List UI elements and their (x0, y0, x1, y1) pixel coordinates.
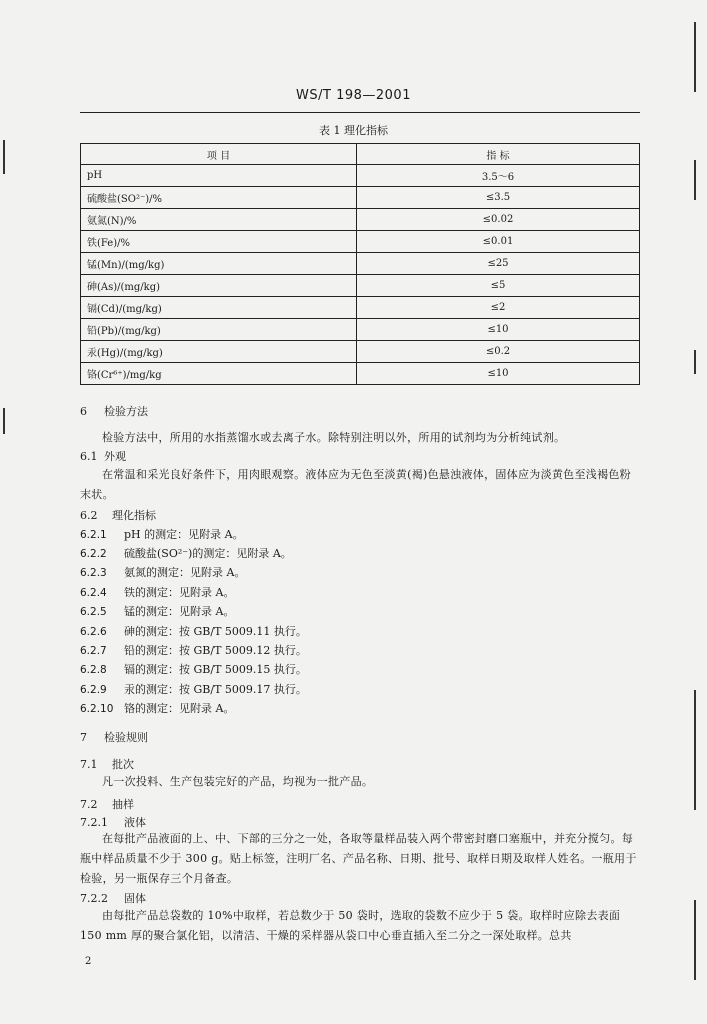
page-number: 2 (85, 956, 92, 967)
section-6-1-text: 在常温和采光良好条件下，用肉眼观察。液体应为无色至淡黄(褐)色悬浊液体，固体应为淡黄色至浅褐色粉末状。 (80, 468, 631, 501)
method-item (80, 584, 234, 600)
section-6-2-heading (80, 507, 156, 523)
item-text: 铅的测定：按 GB/T 5009.12 执行。 (124, 644, 307, 657)
row-item: 锰(Mn)/(mg/kg) (81, 253, 357, 275)
scan-edge-mark (3, 140, 5, 174)
item-text: 锰的测定：见附录 A。 (124, 605, 235, 618)
item-number: 6.2.3 (80, 567, 107, 579)
section-6-intro: 检验方法中，所用的水指蒸馏水或去离子水。除特别注明以外，所用的试剂均为分析纯试剂。 (102, 431, 566, 444)
row-item: 铅(Pb)/(mg/kg) (81, 319, 357, 341)
item-text: 砷的测定：按 GB/T 5009.11 执行。 (124, 625, 307, 638)
section-number: 7.2 (80, 798, 98, 811)
row-value: ≤0.2 (357, 341, 640, 363)
row-item: 铬(Cr⁶⁺)/mg/kg (81, 363, 357, 385)
table-row (81, 165, 640, 187)
section-7-1-text: 凡一次投料、生产包装完好的产品，均视为一批产品。 (102, 775, 374, 788)
scan-edge-mark (694, 22, 696, 92)
section-number: 6.1 (80, 450, 98, 463)
section-7-2-2-text: 由每批产品总袋数的 10%中取样，若总数少于 50 袋时，选取的袋数不应少于 5 袋。取样时应除去表面 150 mm 厚的聚合氯化铝，以清洁、干燥的采样器从袋口中心垂直插入至二分之一深处取样。总共 (80, 909, 621, 942)
item-number: 6.2.1 (80, 529, 107, 541)
row-item: 汞(Hg)/(mg/kg) (81, 341, 357, 363)
section-title: 抽样 (112, 798, 134, 811)
header-divider (80, 112, 640, 113)
method-item (80, 681, 307, 697)
section-number: 6.2 (80, 509, 98, 522)
table-row (81, 297, 640, 319)
row-item: 镉(Cd)/(mg/kg) (81, 297, 357, 319)
scan-edge-mark (694, 690, 696, 810)
section-title: 检验规则 (104, 731, 148, 744)
section-7-2-1-text: 在每批产品液面的上、中、下部的三分之一处，各取等量样品装入两个带密封磨口塞瓶中，并充分搅匀。每瓶中样品质量不少于 300 g。贴上标签，注明厂名、产品名称、日期、批号、取样日期及取样人姓名。一瓶用于检验，另一瓶保存三个月备查。 (80, 832, 637, 885)
item-text: 氨氮的测定：见附录 A。 (124, 566, 246, 579)
row-value: ≤10 (357, 363, 640, 385)
method-item (80, 526, 244, 542)
section-title: 检验方法 (104, 405, 148, 418)
method-item (80, 623, 307, 639)
method-item (80, 700, 234, 716)
item-number: 6.2.2 (80, 548, 107, 560)
row-value: ≤0.02 (357, 209, 640, 231)
row-item: 硫酸盐(SO²⁻)/% (81, 187, 357, 209)
row-item: 铁(Fe)/% (81, 231, 357, 253)
row-item: pH (81, 165, 357, 187)
section-number: 7.2.1 (80, 816, 108, 829)
method-item (80, 642, 307, 658)
row-value: ≤5 (357, 275, 640, 297)
table-title: 表 1 理化指标 (319, 124, 388, 137)
item-text: 镉的测定：按 GB/T 5009.15 执行。 (124, 663, 307, 676)
section-6-heading (80, 403, 148, 419)
section-title: 液体 (124, 816, 146, 829)
section-7-2-2-heading (80, 890, 146, 906)
section-7-heading (80, 729, 148, 745)
item-number: 6.2.9 (80, 684, 107, 696)
item-text: 硫酸盐(SO²⁻)的测定：见附录 A。 (124, 547, 292, 560)
section-title: 外观 (104, 450, 126, 463)
table-row (81, 341, 640, 363)
item-text: 铬的测定：见附录 A。 (124, 702, 235, 715)
section-title: 批次 (112, 758, 134, 771)
scan-edge-mark (694, 350, 696, 374)
item-number: 6.2.7 (80, 645, 107, 657)
row-item: 砷(As)/(mg/kg) (81, 275, 357, 297)
row-value: ≤2 (357, 297, 640, 319)
method-item (80, 564, 245, 580)
item-number: 6.2.4 (80, 587, 107, 599)
row-value: ≤25 (357, 253, 640, 275)
section-7-2-heading (80, 796, 134, 812)
table-row (81, 209, 640, 231)
table-row (81, 275, 640, 297)
scan-edge-mark (694, 160, 696, 200)
row-value: 3.5～6 (357, 165, 640, 187)
column-header-value: 指 标 (357, 144, 640, 165)
section-number: 7.2.2 (80, 892, 108, 905)
item-number: 6.2.10 (80, 703, 114, 715)
section-number: 6 (80, 405, 87, 418)
row-value: ≤3.5 (357, 187, 640, 209)
item-number: 6.2.5 (80, 606, 107, 618)
table-row (81, 231, 640, 253)
table-row (81, 187, 640, 209)
table-row (81, 363, 640, 385)
method-item (80, 661, 307, 677)
row-value: ≤0.01 (357, 231, 640, 253)
section-title: 固体 (124, 892, 146, 905)
item-text: 铁的测定：见附录 A。 (124, 586, 235, 599)
item-text: 汞的测定：按 GB/T 5009.17 执行。 (124, 683, 307, 696)
method-item (80, 603, 234, 619)
section-6-1-heading (80, 448, 126, 464)
table-header-row (81, 144, 640, 165)
item-number: 6.2.6 (80, 626, 107, 638)
table-row (81, 319, 640, 341)
section-title: 理化指标 (112, 509, 156, 522)
section-number: 7.1 (80, 758, 98, 771)
row-item: 氨氮(N)/% (81, 209, 357, 231)
section-7-2-1-heading (80, 814, 146, 830)
item-number: 6.2.8 (80, 664, 107, 676)
item-text: pH 的测定：见附录 A。 (124, 528, 244, 541)
section-number: 7 (80, 731, 87, 744)
table-row (81, 253, 640, 275)
scan-edge-mark (3, 408, 5, 434)
method-item (80, 545, 292, 561)
scan-edge-mark (694, 900, 696, 980)
section-7-1-heading (80, 756, 134, 772)
column-header-item: 项 目 (81, 144, 357, 165)
standard-code-header: WS/T 198—2001 (296, 88, 411, 103)
physicochemical-table (80, 143, 640, 385)
row-value: ≤10 (357, 319, 640, 341)
